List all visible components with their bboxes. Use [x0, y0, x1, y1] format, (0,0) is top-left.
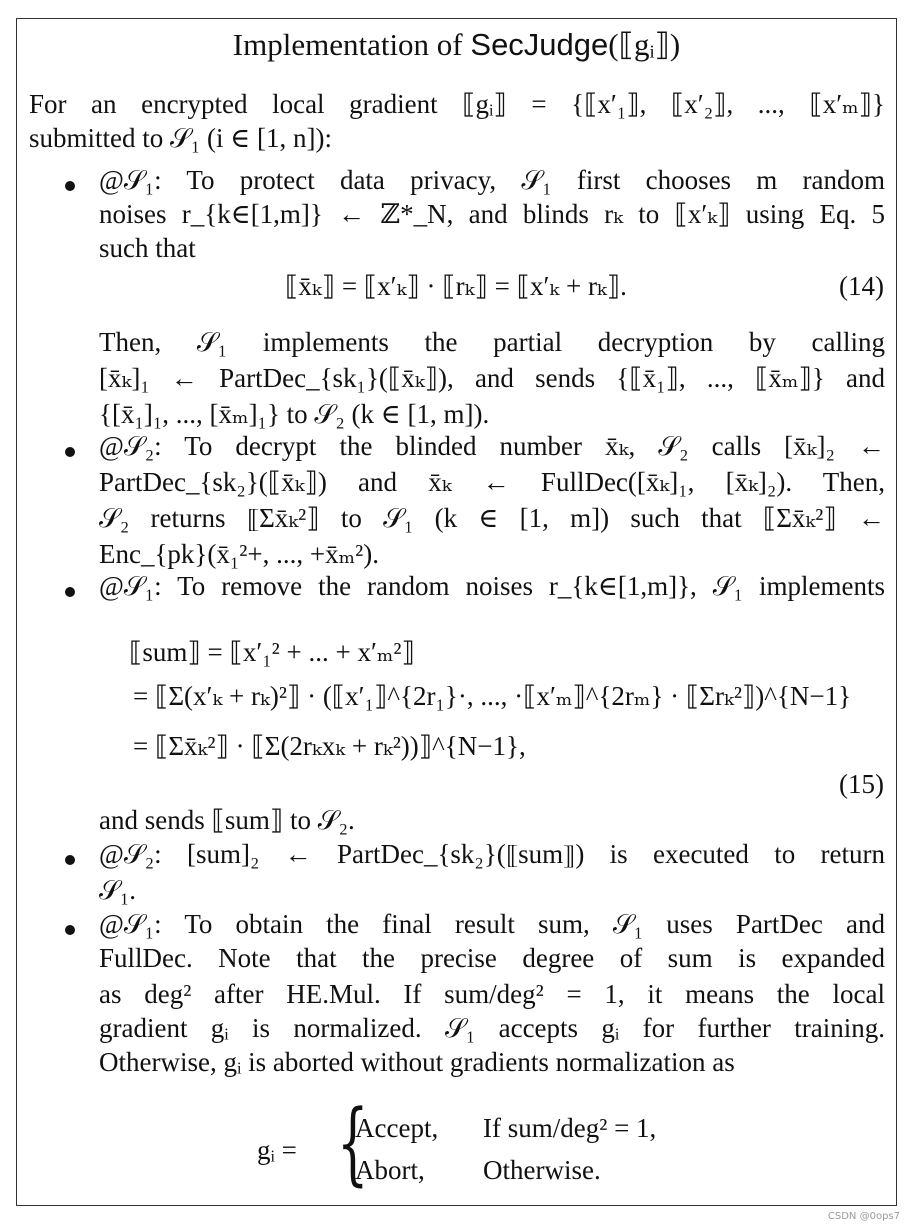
- title-args: (⟦gᵢ⟧): [608, 27, 681, 62]
- b2-line-2: PartDec_{sk₂}(⟦x̄ₖ⟧) and x̄ₖ ← FullDec([x̄ₖ]₁, [x̄ₖ]₂). Then,: [99, 467, 885, 497]
- b4-line-1: @𝒮₂: [sum]₂ ← PartDec_{sk₂}(⟦sum⟧) is executed to return: [99, 839, 885, 869]
- equation-15-line-2: = ⟦Σ(x′ₖ + rₖ)²⟧ · (⟦x′₁⟧^{2r₁}·, ..., ·⟦x′ₘ⟧^{2rₘ} · ⟦Σrₖ²⟧)^{N−1}: [133, 681, 852, 711]
- b1-line-2: noises r_{k∈[1,m]} ← ℤ*_N, and blinds rₖ to ⟦x′ₖ⟧ using Eq. 5: [99, 199, 885, 229]
- equation-15-line-1: ⟦sum⟧ = ⟦x′₁² + ... + x′ₘ²⟧: [129, 637, 415, 667]
- case-accept-label: Accept,: [355, 1113, 439, 1143]
- b5-line-1: @𝒮₁: To obtain the final result sum, 𝒮₁ uses PartDec and: [99, 909, 885, 939]
- bullet-dot-4: [65, 855, 75, 865]
- b5-line-2: FullDec. Note that the precise degree of sum is expanded: [99, 943, 885, 973]
- case-abort-label: Abort,: [355, 1155, 425, 1185]
- cases-lhs: gᵢ =: [257, 1135, 297, 1165]
- b5-line-4: gradient gᵢ is normalized. 𝒮₁ accepts gᵢ for further training.: [99, 1013, 885, 1043]
- bullet-dot-5: [65, 925, 75, 935]
- b1-line-5: [x̄ₖ]₁ ← PartDec_{sk₁}(⟦x̄ₖ⟧), and sends {⟦x̄₁⟧, ..., ⟦x̄ₘ⟧} and: [99, 363, 885, 393]
- b1-line-3: such that: [99, 233, 196, 263]
- b5-line-5: Otherwise, gᵢ is aborted without gradients normalization as: [99, 1047, 735, 1077]
- bullet-dot-3: [65, 587, 75, 597]
- b1-line-6: {[x̄₁]₁, ..., [x̄ₘ]₁} to 𝒮₂ (k ∈ [1, m]).: [99, 399, 490, 429]
- algorithm-title: [17, 25, 896, 65]
- b4-line-2: 𝒮₁.: [99, 875, 137, 905]
- b1-line-1: @𝒮₁: To protect data privacy, 𝒮₁ first chooses m random: [99, 165, 885, 195]
- equation-number-15: (15): [839, 769, 884, 799]
- bullet-dot-1: [65, 181, 75, 191]
- algorithm-box: [16, 18, 897, 1206]
- cases-brace: {: [337, 1091, 369, 1196]
- equation-15-line-3: = ⟦Σx̄ₖ²⟧ · ⟦Σ(2rₖxₖ + rₖ²))⟧^{N−1},: [133, 731, 526, 761]
- title-func: SecJudge: [470, 27, 609, 62]
- bullet-dot-2: [65, 447, 75, 457]
- watermark: CSDN @0ops7: [827, 1211, 900, 1222]
- equation-14: ⟦x̄ₖ⟧ = ⟦x′ₖ⟧ · ⟦rₖ⟧ = ⟦x′ₖ + rₖ⟧.: [285, 271, 627, 301]
- title-prefix: Implementation of: [232, 27, 471, 62]
- intro-line-2: submitted to 𝒮₁ (i ∈ [1, n]):: [29, 123, 333, 153]
- equation-number-14: (14): [839, 271, 884, 301]
- b2-line-1: @𝒮₂: To decrypt the blinded number x̄ₖ, 𝒮₂ calls [x̄ₖ]₂ ←: [99, 431, 885, 461]
- case-abort-condition: Otherwise.: [483, 1155, 601, 1185]
- b3-line-2: and sends ⟦sum⟧ to 𝒮₂.: [99, 805, 355, 835]
- case-accept-condition: If sum/deg² = 1,: [483, 1113, 657, 1143]
- b2-line-4: Enc_{pk}(x̄₁²+, ..., +x̄ₘ²).: [99, 539, 379, 569]
- b1-line-4: Then, 𝒮₁ implements the partial decryption by calling: [99, 327, 885, 357]
- b5-line-3: as deg² after HE.Mul. If sum/deg² = 1, it means the local: [99, 979, 885, 1009]
- intro-line-1: For an encrypted local gradient ⟦gᵢ⟧ = {⟦x′₁⟧, ⟦x′₂⟧, ..., ⟦x′ₘ⟧}: [29, 89, 885, 119]
- b3-line-1: @𝒮₁: To remove the random noises r_{k∈[1,m]}, 𝒮₁ implements: [99, 571, 885, 601]
- b2-line-3: 𝒮₂ returns ⟦Σx̄ₖ²⟧ to 𝒮₁ (k ∈ [1, m]) such that ⟦Σx̄ₖ²⟧ ←: [99, 503, 885, 533]
